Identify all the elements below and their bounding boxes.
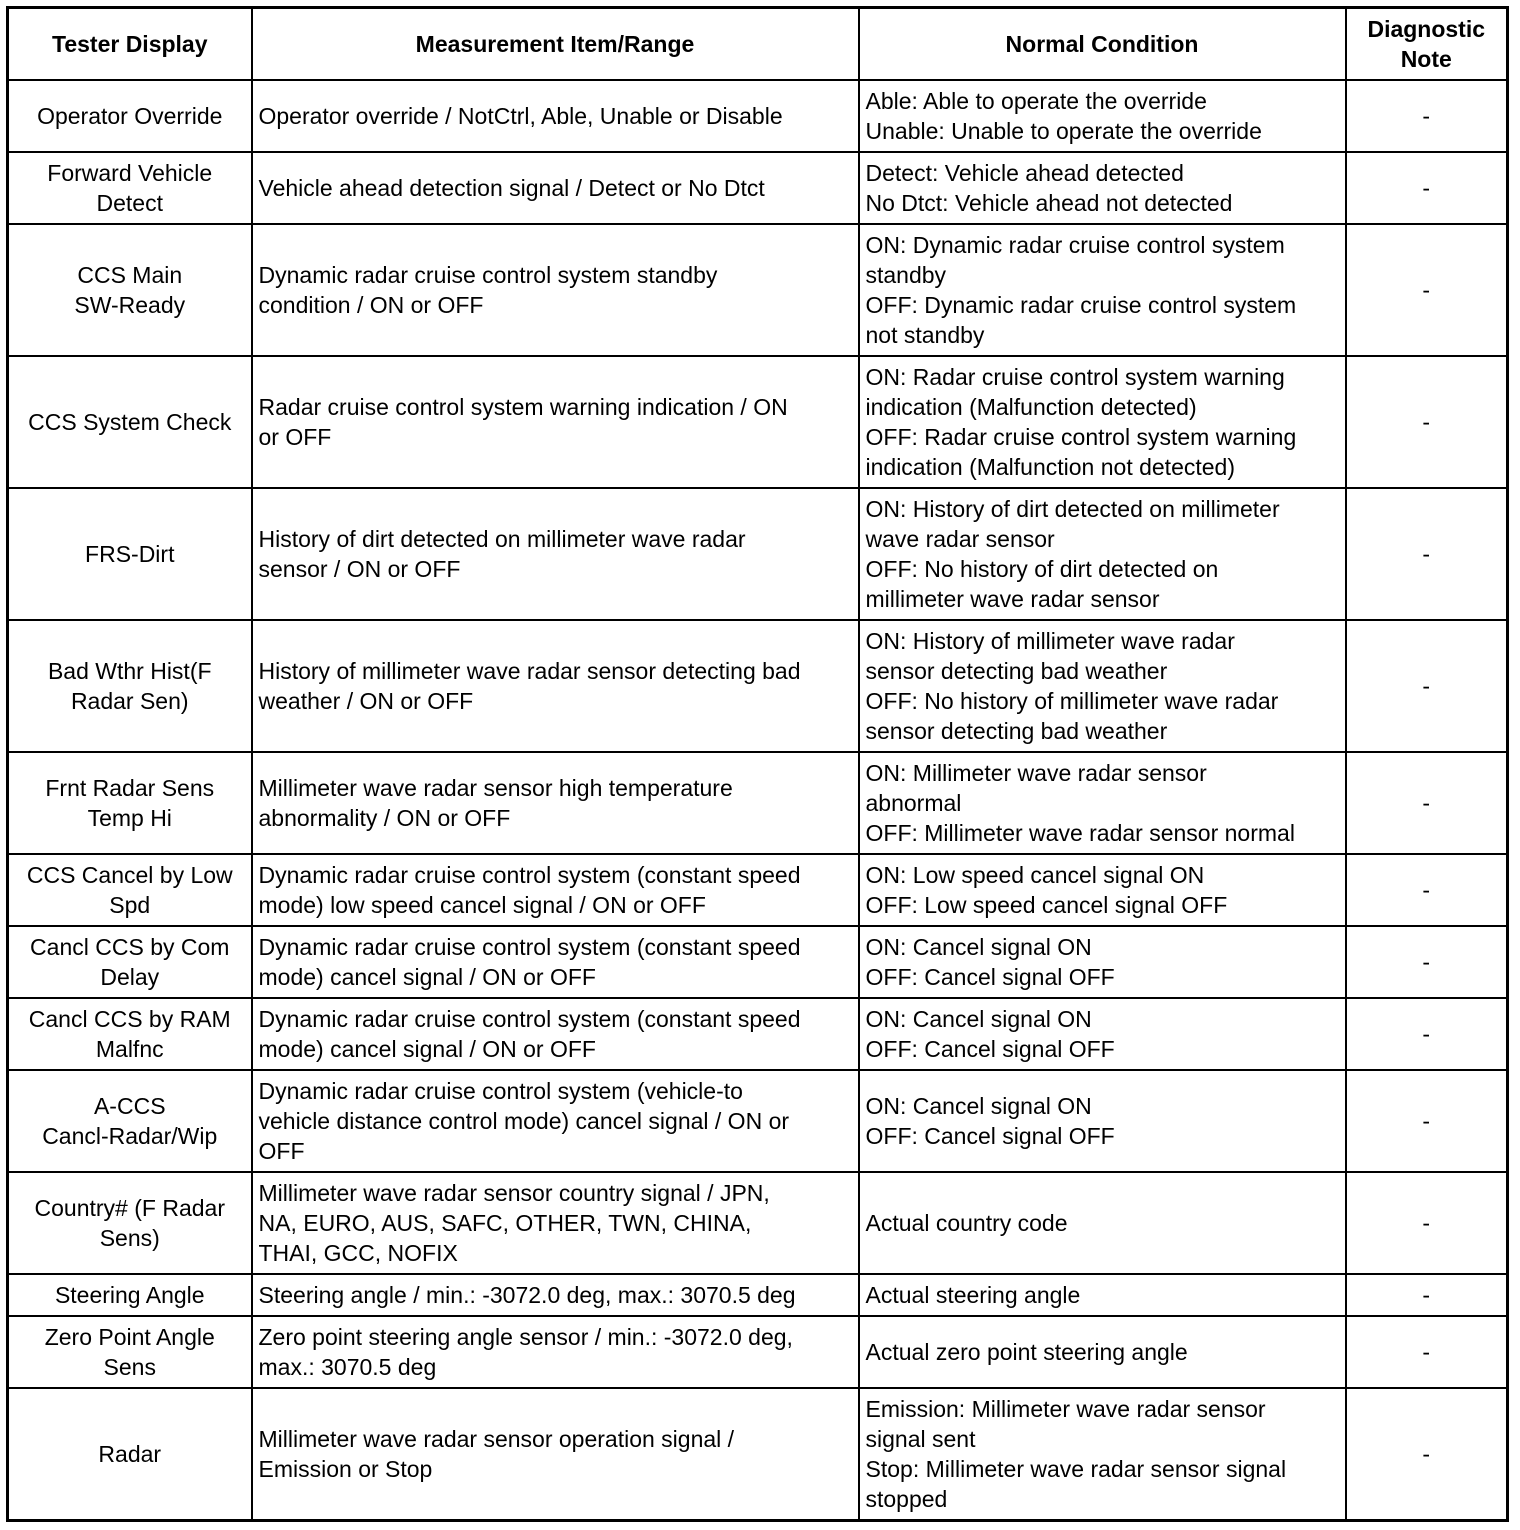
cell-measurement-range: Zero point steering angle sensor / min.: -3072.0 deg, max.: 3070.5 deg <box>252 1316 859 1388</box>
cell-measurement-range: Radar cruise control system warning indication / ON or OFF <box>252 356 859 488</box>
table-header <box>8 8 1508 81</box>
cell-measurement-range: Millimeter wave radar sensor operation signal / Emission or Stop <box>252 1388 859 1520</box>
cell-tester-display: FRS-Dirt <box>8 488 252 620</box>
cell-measurement-range: History of millimeter wave radar sensor detecting bad weather / ON or OFF <box>252 620 859 752</box>
cell-tester-display: Zero Point Angle Sens <box>8 1316 252 1388</box>
table-row <box>8 152 1508 224</box>
cell-diagnostic-note: - <box>1346 224 1508 356</box>
cell-measurement-range: Dynamic radar cruise control system (vehicle-to vehicle distance control mode) cancel signal / ON or OFF <box>252 1070 859 1172</box>
cell-normal-condition: Actual country code <box>859 1172 1346 1274</box>
cell-measurement-range: Vehicle ahead detection signal / Detect or No Dtct <box>252 152 859 224</box>
cell-diagnostic-note: - <box>1346 926 1508 998</box>
cell-measurement-range: Dynamic radar cruise control system (constant speed mode) cancel signal / ON or OFF <box>252 998 859 1070</box>
cell-normal-condition: ON: Dynamic radar cruise control system standby OFF: Dynamic radar cruise control system not standby <box>859 224 1346 356</box>
cell-diagnostic-note: - <box>1346 80 1508 152</box>
table-body <box>8 80 1508 1520</box>
cell-diagnostic-note: - <box>1346 752 1508 854</box>
header-diagnostic-note: Diagnostic Note <box>1346 8 1508 81</box>
table-row <box>8 224 1508 356</box>
cell-tester-display: Operator Override <box>8 80 252 152</box>
cell-measurement-range: Dynamic radar cruise control system (constant speed mode) low speed cancel signal / ON or OFF <box>252 854 859 926</box>
cell-normal-condition: Able: Able to operate the override Unable: Unable to operate the override <box>859 80 1346 152</box>
cell-tester-display: Cancl CCS by Com Delay <box>8 926 252 998</box>
cell-tester-display: CCS Cancel by Low Spd <box>8 854 252 926</box>
cell-normal-condition: ON: Low speed cancel signal ON OFF: Low speed cancel signal OFF <box>859 854 1346 926</box>
table-row <box>8 1172 1508 1274</box>
cell-normal-condition: ON: Radar cruise control system warning indication (Malfunction detected) OFF: Radar cruise control system warning indication (Malfunction not detected) <box>859 356 1346 488</box>
cell-diagnostic-note: - <box>1346 488 1508 620</box>
cell-diagnostic-note: - <box>1346 152 1508 224</box>
cell-diagnostic-note: - <box>1346 1274 1508 1316</box>
cell-tester-display: Radar <box>8 1388 252 1520</box>
cell-measurement-range: Steering angle / min.: -3072.0 deg, max.: 3070.5 deg <box>252 1274 859 1316</box>
table-row <box>8 488 1508 620</box>
cell-diagnostic-note: - <box>1346 1172 1508 1274</box>
cell-tester-display: CCS Main SW-Ready <box>8 224 252 356</box>
cell-normal-condition: ON: Millimeter wave radar sensor abnormal OFF: Millimeter wave radar sensor normal <box>859 752 1346 854</box>
table-row <box>8 854 1508 926</box>
cell-diagnostic-note: - <box>1346 998 1508 1070</box>
header-measurement-item-range: Measurement Item/Range <box>252 8 859 81</box>
cell-measurement-range: Millimeter wave radar sensor country signal / JPN, NA, EURO, AUS, SAFC, OTHER, TWN, CHINA, THAI, GCC, NOFIX <box>252 1172 859 1274</box>
cell-diagnostic-note: - <box>1346 1316 1508 1388</box>
cell-tester-display: Steering Angle <box>8 1274 252 1316</box>
cell-diagnostic-note: - <box>1346 1388 1508 1520</box>
cell-measurement-range: History of dirt detected on millimeter wave radar sensor / ON or OFF <box>252 488 859 620</box>
table-row <box>8 620 1508 752</box>
cell-tester-display: CCS System Check <box>8 356 252 488</box>
cell-normal-condition: Actual zero point steering angle <box>859 1316 1346 1388</box>
cell-normal-condition: ON: Cancel signal ON OFF: Cancel signal OFF <box>859 998 1346 1070</box>
cell-normal-condition: Detect: Vehicle ahead detected No Dtct: Vehicle ahead not detected <box>859 152 1346 224</box>
cell-normal-condition: Actual steering angle <box>859 1274 1346 1316</box>
cell-diagnostic-note: - <box>1346 854 1508 926</box>
cell-diagnostic-note: - <box>1346 1070 1508 1172</box>
cell-normal-condition: ON: History of millimeter wave radar sensor detecting bad weather OFF: No history of millimeter wave radar sensor detecting bad weather <box>859 620 1346 752</box>
cell-tester-display: Forward Vehicle Detect <box>8 152 252 224</box>
table-row <box>8 1316 1508 1388</box>
cell-normal-condition: Emission: Millimeter wave radar sensor signal sent Stop: Millimeter wave radar sensor signal stopped <box>859 1388 1346 1520</box>
table-row <box>8 1274 1508 1316</box>
cell-tester-display: Bad Wthr Hist(F Radar Sen) <box>8 620 252 752</box>
cell-tester-display: Frnt Radar Sens Temp Hi <box>8 752 252 854</box>
cell-measurement-range: Dynamic radar cruise control system (constant speed mode) cancel signal / ON or OFF <box>252 926 859 998</box>
cell-normal-condition: ON: Cancel signal ON OFF: Cancel signal OFF <box>859 926 1346 998</box>
cell-measurement-range: Millimeter wave radar sensor high temperature abnormality / ON or OFF <box>252 752 859 854</box>
cell-tester-display: Country# (F Radar Sens) <box>8 1172 252 1274</box>
table-row <box>8 926 1508 998</box>
table-row <box>8 356 1508 488</box>
table-row <box>8 80 1508 152</box>
table-row <box>8 1070 1508 1172</box>
cell-normal-condition: ON: Cancel signal ON OFF: Cancel signal OFF <box>859 1070 1346 1172</box>
cell-normal-condition: ON: History of dirt detected on millimeter wave radar sensor OFF: No history of dirt detected on millimeter wave radar sensor <box>859 488 1346 620</box>
cell-measurement-range: Dynamic radar cruise control system standby condition / ON or OFF <box>252 224 859 356</box>
header-tester-display: Tester Display <box>8 8 252 81</box>
cell-diagnostic-note: - <box>1346 620 1508 752</box>
table-row <box>8 752 1508 854</box>
table-row <box>8 1388 1508 1520</box>
header-row <box>8 8 1508 81</box>
cell-tester-display: A-CCS Cancl-Radar/Wip <box>8 1070 252 1172</box>
table-row <box>8 998 1508 1070</box>
cell-tester-display: Cancl CCS by RAM Malfnc <box>8 998 252 1070</box>
header-normal-condition: Normal Condition <box>859 8 1346 81</box>
cell-measurement-range: Operator override / NotCtrl, Able, Unable or Disable <box>252 80 859 152</box>
tester-display-table <box>6 6 1509 1522</box>
cell-diagnostic-note: - <box>1346 356 1508 488</box>
